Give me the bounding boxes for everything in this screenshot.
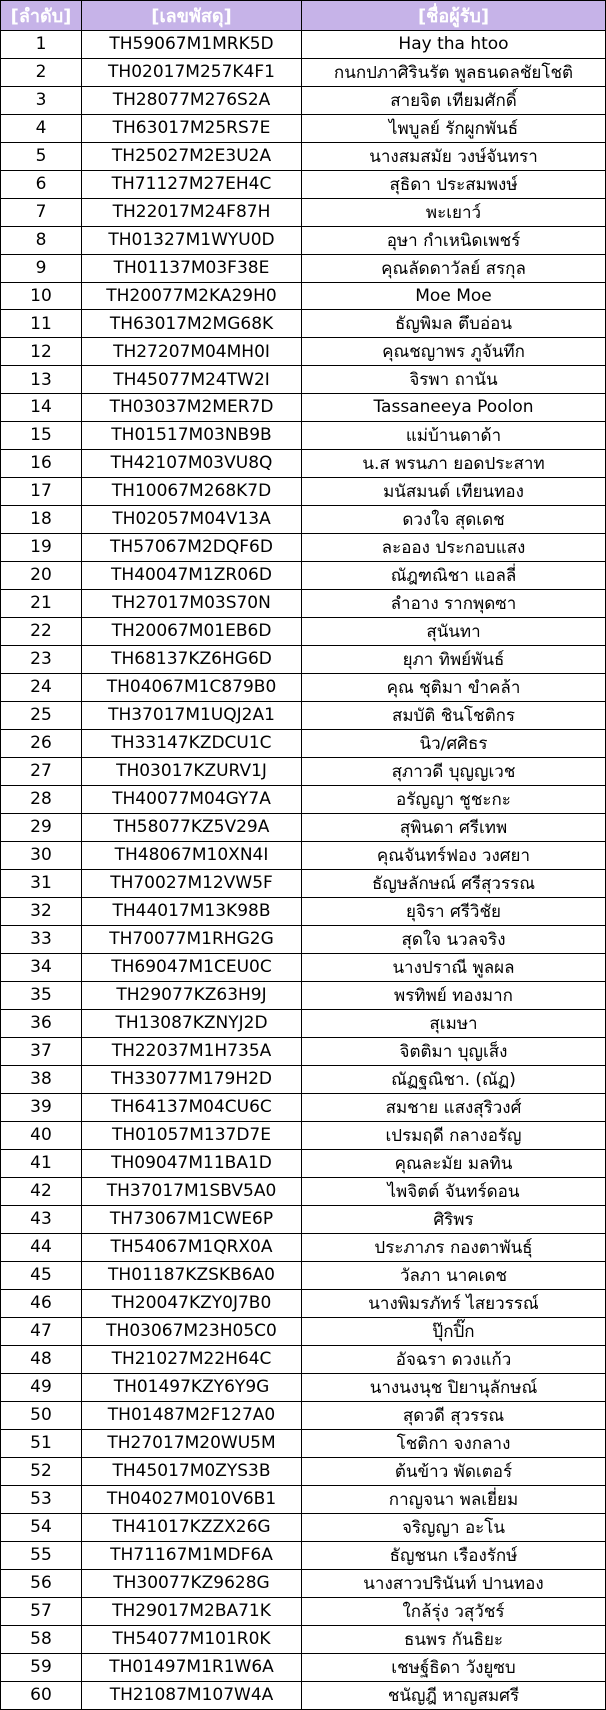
tracking-number-cell: TH71167M1MDF6A	[82, 1541, 302, 1569]
recipient-name-cell: เปรมฤดี กลางอรัญ	[302, 1121, 606, 1149]
tracking-number-cell: TH04067M1C879B0	[82, 673, 302, 701]
order-cell: 5	[1, 142, 82, 170]
order-cell: 29	[1, 813, 82, 841]
table-row	[1, 1289, 606, 1317]
tracking-number-cell: TH59067M1MRK5D	[82, 31, 302, 59]
tracking-number-cell: TH33077M179H2D	[82, 1065, 302, 1093]
table-row	[1, 1485, 606, 1513]
tracking-number-cell: TH41017KZZX26G	[82, 1513, 302, 1541]
recipient-name-cell: ปุ๊กปิ๊ก	[302, 1317, 606, 1345]
table-row	[1, 505, 606, 533]
recipient-name-cell: Moe Moe	[302, 282, 606, 310]
recipient-name-cell: Hay tha htoo	[302, 31, 606, 59]
table-row	[1, 561, 606, 589]
order-cell: 42	[1, 1177, 82, 1205]
recipient-name-cell: สุเมษา	[302, 1009, 606, 1037]
order-cell: 31	[1, 869, 82, 897]
table-row	[1, 198, 606, 226]
table-row	[1, 701, 606, 729]
tracking-number-cell: TH21087M107W4A	[82, 1681, 302, 1709]
recipient-name-cell: นางสาวปรินันท์ ปานทอง	[302, 1569, 606, 1597]
recipient-name-cell: สุนันทา	[302, 617, 606, 645]
tracking-number-cell: TH01057M137D7E	[82, 1121, 302, 1149]
tracking-number-cell: TH57067M2DQF6D	[82, 533, 302, 561]
tracking-number-cell: TH63017M25RS7E	[82, 114, 302, 142]
tracking-number-cell: TH68137KZ6HG6D	[82, 645, 302, 673]
tracking-number-cell: TH27207M04MH0I	[82, 338, 302, 366]
order-cell: 13	[1, 366, 82, 394]
order-cell: 14	[1, 394, 82, 422]
order-cell: 6	[1, 170, 82, 198]
recipient-name-cell: พะเยาว์	[302, 198, 606, 226]
table-row	[1, 1653, 606, 1681]
table-row	[1, 1513, 606, 1541]
order-cell: 55	[1, 1541, 82, 1569]
order-cell: 22	[1, 617, 82, 645]
table-row	[1, 953, 606, 981]
recipient-name-cell: จริญญา อะโน	[302, 1513, 606, 1541]
table-row	[1, 617, 606, 645]
order-cell: 28	[1, 785, 82, 813]
recipient-name-cell: ณัฏฐณิชา. (ณัฏ)	[302, 1065, 606, 1093]
recipient-name-cell: ลำอาง รากพุดซา	[302, 589, 606, 617]
recipient-name-cell: สุพินดา ศรีเทพ	[302, 813, 606, 841]
tracking-number-cell: TH03037M2MER7D	[82, 394, 302, 422]
table-row	[1, 1177, 606, 1205]
order-cell: 40	[1, 1121, 82, 1149]
recipient-name-cell: ยุจิรา ศรีวิชัย	[302, 897, 606, 925]
order-cell: 26	[1, 729, 82, 757]
tracking-number-cell: TH33147KZDCU1C	[82, 729, 302, 757]
order-cell: 11	[1, 310, 82, 338]
recipient-name-cell: จิตติมา บุญเส็ง	[302, 1037, 606, 1065]
order-cell: 18	[1, 505, 82, 533]
order-cell: 53	[1, 1485, 82, 1513]
tracking-number-cell: TH01487M2F127A0	[82, 1401, 302, 1429]
tracking-number-cell: TH70027M12VW5F	[82, 869, 302, 897]
recipient-name-cell: คุณ ชุติมา ขำคล้า	[302, 673, 606, 701]
table-row	[1, 114, 606, 142]
header-row	[1, 1, 606, 31]
table-row	[1, 31, 606, 59]
recipient-name-cell: ใกล้รุ่ง วสุวัชร์	[302, 1597, 606, 1625]
table-row	[1, 897, 606, 925]
tracking-number-cell: TH63017M2MG68K	[82, 310, 302, 338]
table-row	[1, 645, 606, 673]
tracking-number-cell: TH45077M24TW2I	[82, 366, 302, 394]
tracking-number-cell: TH01137M03F38E	[82, 254, 302, 282]
tracking-number-cell: TH54067M1QRX0A	[82, 1233, 302, 1261]
table-row	[1, 1149, 606, 1177]
order-cell: 15	[1, 421, 82, 449]
recipient-name-cell: สุธิดา ประสมพงษ์	[302, 170, 606, 198]
recipient-name-cell: สมชาย แสงสุริวงศ์	[302, 1093, 606, 1121]
recipient-name-cell: ธัญชนก เรืองรักษ์	[302, 1541, 606, 1569]
table-row	[1, 1429, 606, 1457]
order-cell: 34	[1, 953, 82, 981]
recipient-name-cell: กนกปภาศิรินรัต พูลธนดลชัยโชติ	[302, 58, 606, 86]
recipient-name-cell: โชติกา จงกลาง	[302, 1429, 606, 1457]
recipient-name-cell: ธัญพิมล ตึบอ่อน	[302, 310, 606, 338]
order-cell: 32	[1, 897, 82, 925]
recipient-name-cell: อรัญญา ชูชะกะ	[302, 785, 606, 813]
tracking-number-cell: TH22037M1H735A	[82, 1037, 302, 1065]
recipient-name-cell: ธนพร กันธิยะ	[302, 1625, 606, 1653]
order-cell: 52	[1, 1457, 82, 1485]
order-cell: 16	[1, 449, 82, 477]
table-row	[1, 338, 606, 366]
recipient-name-cell: สุดวดี สุวรรณ	[302, 1401, 606, 1429]
tracking-number-cell: TH20047KZY0J7B0	[82, 1289, 302, 1317]
table-row	[1, 1037, 606, 1065]
header-tracking-number: [เลขพัสดุ]	[82, 1, 302, 31]
table-row	[1, 1065, 606, 1093]
recipient-name-cell: ไพบูลย์ รักผูกพันธ์	[302, 114, 606, 142]
recipient-name-cell: ณัฎฑณิชา แอลลี่	[302, 561, 606, 589]
tracking-number-cell: TH45017M0ZYS3B	[82, 1457, 302, 1485]
tracking-number-cell: TH27017M20WU5M	[82, 1429, 302, 1457]
tracking-number-cell: TH03067M23H05C0	[82, 1317, 302, 1345]
tracking-number-cell: TH20077M2KA29H0	[82, 282, 302, 310]
recipient-name-cell: คุณชญาพร ภูจันทึก	[302, 338, 606, 366]
recipient-name-cell: ละออง ประกอบแสง	[302, 533, 606, 561]
order-cell: 60	[1, 1681, 82, 1709]
recipient-name-cell: อุษา กำเหนิดเพชร์	[302, 226, 606, 254]
tracking-number-cell: TH01187KZSKB6A0	[82, 1261, 302, 1289]
order-cell: 49	[1, 1373, 82, 1401]
table-row	[1, 1121, 606, 1149]
order-cell: 37	[1, 1037, 82, 1065]
table-row	[1, 589, 606, 617]
tracking-number-cell: TH69047M1CEU0C	[82, 953, 302, 981]
order-cell: 20	[1, 561, 82, 589]
tracking-number-cell: TH44017M13K98B	[82, 897, 302, 925]
recipient-name-cell: นิว/ศศิธร	[302, 729, 606, 757]
order-cell: 51	[1, 1429, 82, 1457]
recipient-name-cell: ดวงใจ สุดเดช	[302, 505, 606, 533]
recipient-name-cell: คุณจันทร์ฟอง วงศยา	[302, 841, 606, 869]
table-row	[1, 1373, 606, 1401]
recipient-name-cell: คุณละมัย มลทิน	[302, 1149, 606, 1177]
tracking-number-cell: TH22017M24F87H	[82, 198, 302, 226]
order-cell: 17	[1, 477, 82, 505]
tracking-number-cell: TH20067M01EB6D	[82, 617, 302, 645]
table-row	[1, 421, 606, 449]
table-row	[1, 729, 606, 757]
order-cell: 38	[1, 1065, 82, 1093]
table-row	[1, 86, 606, 114]
tracking-number-cell: TH09047M11BA1D	[82, 1149, 302, 1177]
order-cell: 57	[1, 1597, 82, 1625]
table-row	[1, 394, 606, 422]
recipient-name-cell: Tassaneeya Poolon	[302, 394, 606, 422]
recipient-name-cell: เชษฐ์ธิดา วังยูซบ	[302, 1653, 606, 1681]
recipient-name-cell: จิรพา ถานัน	[302, 366, 606, 394]
tracking-number-cell: TH01497KZY6Y9G	[82, 1373, 302, 1401]
order-cell: 59	[1, 1653, 82, 1681]
header-order: [ลำดับ]	[1, 1, 82, 31]
tracking-number-cell: TH13087KZNYJ2D	[82, 1009, 302, 1037]
table-row	[1, 673, 606, 701]
tracking-number-cell: TH28077M276S2A	[82, 86, 302, 114]
order-cell: 41	[1, 1149, 82, 1177]
order-cell: 12	[1, 338, 82, 366]
table-row	[1, 1541, 606, 1569]
order-cell: 10	[1, 282, 82, 310]
order-cell: 19	[1, 533, 82, 561]
table-row	[1, 981, 606, 1009]
tracking-number-cell: TH37017M1SBV5A0	[82, 1177, 302, 1205]
table-row	[1, 1261, 606, 1289]
order-cell: 8	[1, 226, 82, 254]
order-cell: 2	[1, 58, 82, 86]
tracking-number-cell: TH40077M04GY7A	[82, 785, 302, 813]
table-row	[1, 282, 606, 310]
order-cell: 54	[1, 1513, 82, 1541]
tracking-number-cell: TH04027M010V6B1	[82, 1485, 302, 1513]
tracking-number-cell: TH42107M03VU8Q	[82, 449, 302, 477]
recipient-name-cell: ศิริพร	[302, 1205, 606, 1233]
order-cell: 36	[1, 1009, 82, 1037]
table-row	[1, 1345, 606, 1373]
order-cell: 46	[1, 1289, 82, 1317]
tracking-number-cell: TH01497M1R1W6A	[82, 1653, 302, 1681]
order-cell: 23	[1, 645, 82, 673]
tracking-number-cell: TH10067M268K7D	[82, 477, 302, 505]
table-row	[1, 1597, 606, 1625]
recipient-name-cell: นางพิมรภัทร์ ไสยวรรณ์	[302, 1289, 606, 1317]
tracking-number-cell: TH70077M1RHG2G	[82, 925, 302, 953]
tracking-number-cell: TH01327M1WYU0D	[82, 226, 302, 254]
tracking-number-cell: TH71127M27EH4C	[82, 170, 302, 198]
recipient-name-cell: นางปราณี พูลผล	[302, 953, 606, 981]
table-row	[1, 1205, 606, 1233]
order-cell: 4	[1, 114, 82, 142]
tracking-number-cell: TH48067M10XN4I	[82, 841, 302, 869]
recipient-name-cell: สมบัติ ชินโชติกร	[302, 701, 606, 729]
table-row	[1, 1681, 606, 1709]
recipient-name-cell: สายจิต เทียมศักดิ์	[302, 86, 606, 114]
header-recipient-name: [ชื่อผู้รับ]	[302, 1, 606, 31]
order-cell: 1	[1, 31, 82, 59]
order-cell: 33	[1, 925, 82, 953]
tracking-number-cell: TH25027M2E3U2A	[82, 142, 302, 170]
table-row	[1, 254, 606, 282]
order-cell: 27	[1, 757, 82, 785]
recipient-name-cell: วัลภา นาคเดช	[302, 1261, 606, 1289]
table-row	[1, 869, 606, 897]
order-cell: 30	[1, 841, 82, 869]
order-cell: 21	[1, 589, 82, 617]
table-row	[1, 841, 606, 869]
tracking-number-cell: TH54077M101R0K	[82, 1625, 302, 1653]
tracking-number-cell: TH73067M1CWE6P	[82, 1205, 302, 1233]
recipient-name-cell: น.ส พรนภา ยอดประสาท	[302, 449, 606, 477]
tracking-number-cell: TH27017M03S70N	[82, 589, 302, 617]
recipient-name-cell: แม่บ้านดาด้า	[302, 421, 606, 449]
order-cell: 50	[1, 1401, 82, 1429]
table-row	[1, 533, 606, 561]
order-cell: 3	[1, 86, 82, 114]
table-row	[1, 1401, 606, 1429]
table-row	[1, 1569, 606, 1597]
recipient-name-cell: ชนัญฎี หาญสมศรี	[302, 1681, 606, 1709]
table-row	[1, 170, 606, 198]
order-cell: 47	[1, 1317, 82, 1345]
order-cell: 44	[1, 1233, 82, 1261]
table-row	[1, 925, 606, 953]
tracking-number-cell: TH02017M257K4F1	[82, 58, 302, 86]
table-row	[1, 477, 606, 505]
recipient-name-cell: พรทิพย์ ทองมาก	[302, 981, 606, 1009]
order-cell: 7	[1, 198, 82, 226]
tracking-number-cell: TH21027M22H64C	[82, 1345, 302, 1373]
tracking-number-cell: TH37017M1UQJ2A1	[82, 701, 302, 729]
table-row	[1, 366, 606, 394]
recipient-name-cell: ต้นข้าว พัดเตอร์	[302, 1457, 606, 1485]
recipient-name-cell: ธัญษลักษณ์ ศรีสุวรรณ	[302, 869, 606, 897]
table-row	[1, 1009, 606, 1037]
recipient-name-cell: ประภาภร กองตาพันธุ์	[302, 1233, 606, 1261]
recipient-name-cell: ยุภา ทิพย์พันธ์	[302, 645, 606, 673]
recipient-name-cell: กาญจนา พลเยี่ยม	[302, 1485, 606, 1513]
order-cell: 24	[1, 673, 82, 701]
table-header	[1, 1, 606, 31]
tracking-number-cell: TH29017M2BA71K	[82, 1597, 302, 1625]
table-row	[1, 142, 606, 170]
table-row	[1, 1457, 606, 1485]
tracking-number-cell: TH02057M04V13A	[82, 505, 302, 533]
table-body	[1, 31, 606, 1710]
tracking-number-cell: TH64137M04CU6C	[82, 1093, 302, 1121]
table-row	[1, 58, 606, 86]
order-cell: 48	[1, 1345, 82, 1373]
tracking-number-cell: TH01517M03NB9B	[82, 421, 302, 449]
recipient-name-cell: อัจฉรา ดวงแก้ว	[302, 1345, 606, 1373]
table-row	[1, 449, 606, 477]
table-row	[1, 757, 606, 785]
order-cell: 58	[1, 1625, 82, 1653]
table-row	[1, 1233, 606, 1261]
table-row	[1, 785, 606, 813]
tracking-number-cell: TH29077KZ63H9J	[82, 981, 302, 1009]
recipient-name-cell: มนัสมนต์ เทียนทอง	[302, 477, 606, 505]
tracking-number-cell: TH40047M1ZR06D	[82, 561, 302, 589]
order-cell: 56	[1, 1569, 82, 1597]
table-row	[1, 1317, 606, 1345]
tracking-number-cell: TH03017KZURV1J	[82, 757, 302, 785]
table-row	[1, 226, 606, 254]
order-cell: 39	[1, 1093, 82, 1121]
table-row	[1, 1093, 606, 1121]
tracking-number-cell: TH58077KZ5V29A	[82, 813, 302, 841]
recipient-name-cell: คุณลัดดาวัลย์ สรกุล	[302, 254, 606, 282]
recipient-name-cell: นางสมสมัย วงษ์จันทรา	[302, 142, 606, 170]
order-cell: 35	[1, 981, 82, 1009]
recipient-name-cell: ไพจิตต์ จันทร์ดอน	[302, 1177, 606, 1205]
order-cell: 25	[1, 701, 82, 729]
order-cell: 45	[1, 1261, 82, 1289]
tracking-number-cell: TH30077KZ9628G	[82, 1569, 302, 1597]
table-row	[1, 813, 606, 841]
recipient-name-cell: สุดใจ นวลจริง	[302, 925, 606, 953]
recipient-name-cell: นางนงนุช ปิยานุลักษณ์	[302, 1373, 606, 1401]
table-row	[1, 310, 606, 338]
recipient-name-cell: สุภาวดี บุญญเวช	[302, 757, 606, 785]
table-row	[1, 1625, 606, 1653]
order-cell: 9	[1, 254, 82, 282]
order-cell: 43	[1, 1205, 82, 1233]
